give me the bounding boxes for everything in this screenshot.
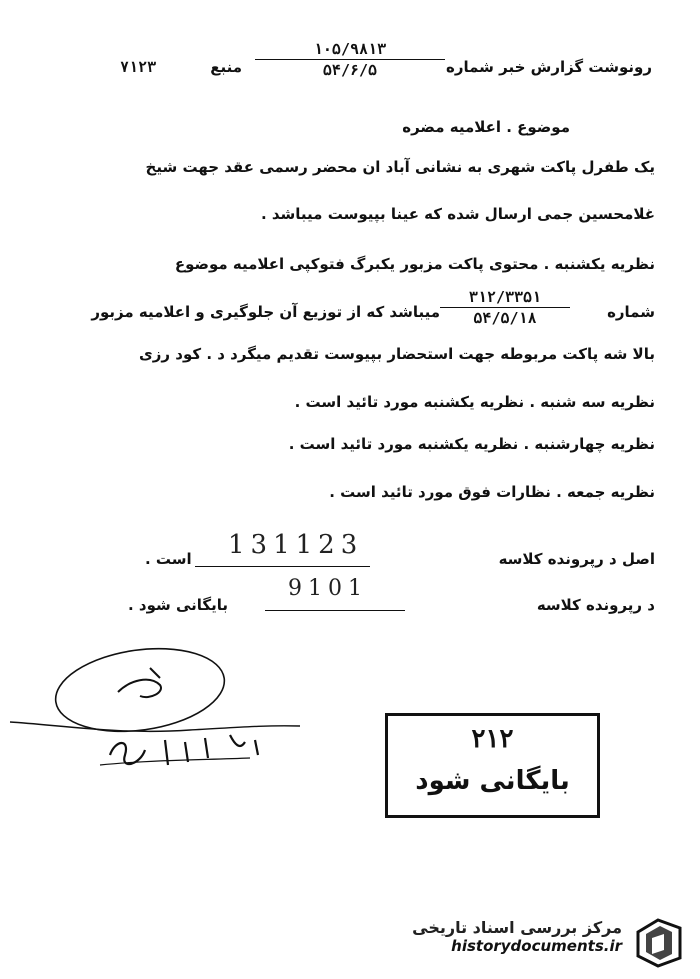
filing-line-2-prefix: د رپرونده کلاسه (536, 596, 655, 614)
filing-line-2-slot (265, 610, 405, 611)
filing-line-1-slot (195, 566, 370, 567)
footer-url: historydocuments.ir (451, 937, 622, 955)
body-line-2: غلامحسین جمی ارسال شده که عینا بپیوست میباشد . (260, 205, 655, 223)
signature-scribble (0, 630, 320, 790)
notice-date: ۵۴/۵/۱۸ (473, 309, 537, 327)
body-line-4: میباشد که از توزیع آن جلوگیری و اعلامیه مزبور (91, 303, 440, 321)
footer-org-name: مرکز بررسی اسناد تاریخی (412, 918, 622, 937)
filing-line-1-prefix: اصل د رپرونده کلاسه (498, 550, 655, 568)
subject-line: موضوع . اعلامیه مضره (402, 118, 570, 136)
filing-line-2-suffix: بایگانی شود . (128, 596, 229, 614)
filing-line-1-handwritten: 131123 (228, 530, 364, 560)
stamp-number: ۲۱۲ (471, 724, 514, 754)
header-ref-date: ۵۴/۶/۵ (322, 61, 378, 79)
archive-logo-icon (630, 912, 688, 970)
body-line-3: نظریه یکشنبه . محتوی پاکت مزبور یکبرگ فتوکپی اعلامیه موضوع (174, 255, 655, 273)
body-line-5: بالا شه پاکت مربوطه جهت استحضار بپیوست تقدیم میگرد د . کود رزی (139, 345, 655, 363)
header-ref-number: ۱۰۵/۹۸۱۳ (255, 40, 445, 60)
header-source-label: منبع (210, 58, 242, 76)
footer-watermark (412, 918, 622, 955)
body-line-6: نظریه سه شنبه . نظریه یکشنبه مورد تائید است . (294, 393, 655, 411)
header-source-number: ۷۱۲۳ (120, 58, 157, 76)
stamp-text: بایگانی شود (415, 766, 570, 796)
header-reference-fraction (255, 40, 445, 79)
body-line-1: یک طفرل پاکت شهری به نشانی آباد ان محضر رسمی عقد جهت شیخ (145, 158, 655, 176)
archive-stamp (385, 713, 600, 818)
filing-line-2-handwritten: 9101 (288, 576, 368, 601)
notice-number: ۳۱۲/۳۳۵۱ (440, 288, 570, 308)
body-line-4-label: شماره (607, 303, 655, 321)
header-title: رونوشت گزارش خبر شماره (445, 58, 652, 76)
notice-fraction (440, 288, 570, 327)
body-line-7: نظریه چهارشنبه . نظریه یکشنبه مورد تائید است . (288, 435, 655, 453)
filing-line-1-suffix: است . (145, 550, 192, 568)
body-line-8: نظریه جمعه . نظارات فوق مورد تائید است . (329, 483, 655, 501)
